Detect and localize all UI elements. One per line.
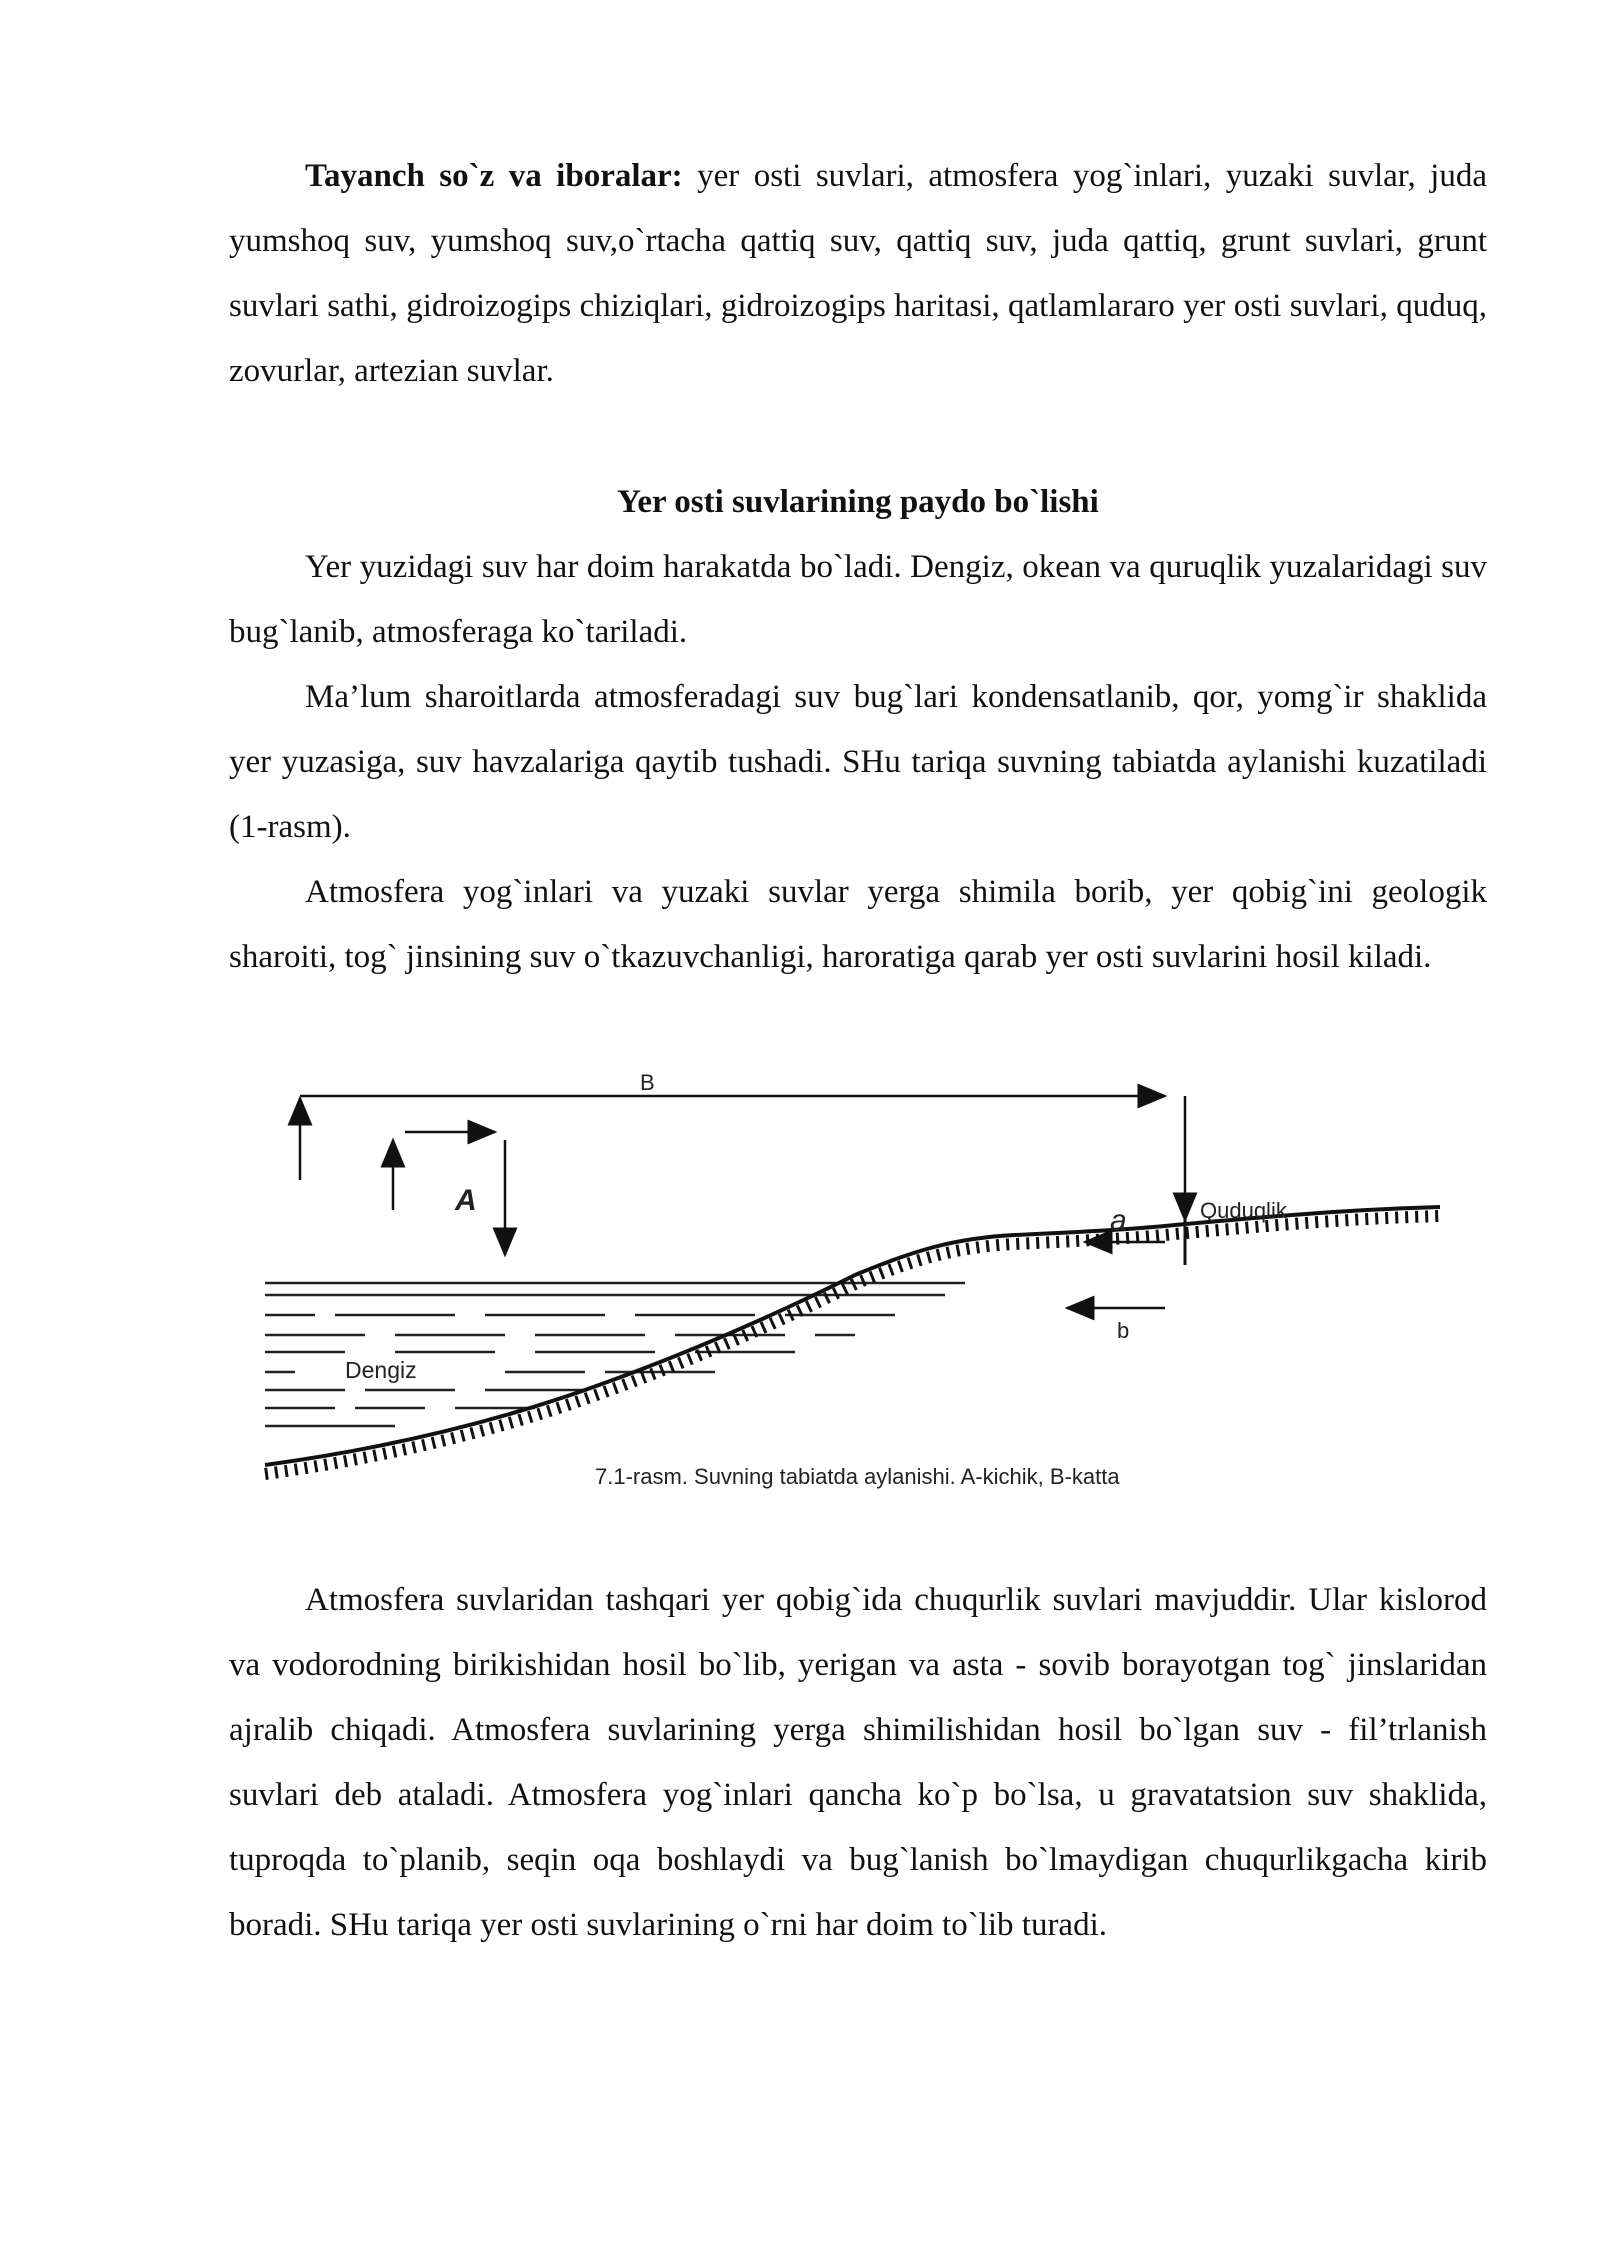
label-A: A — [455, 1184, 477, 1217]
ground-hatching — [265, 1216, 1440, 1474]
figure-caption: 7.1-rasm. Suvning tabiatda aylanishi. A-kichik, B-katta — [595, 1464, 1120, 1489]
label-well: Quduqlik — [1200, 1198, 1287, 1223]
label-b: b — [1117, 1318, 1130, 1343]
label-B: B — [640, 1070, 655, 1095]
water-cycle-figure — [255, 1070, 1465, 1510]
label-sea: Dengiz — [345, 1357, 417, 1383]
sea-water-lines — [265, 1283, 965, 1426]
label-a: a — [1110, 1204, 1127, 1237]
groundwater-arrows — [1067, 1242, 1165, 1308]
keywords-paragraph — [229, 144, 1487, 404]
section-heading: Yer osti suvlarining paydo bo`lishi — [617, 484, 1099, 520]
paragraph-4: Atmosfera suvlaridan tashqari yer qobig`ida chuqurlik suvlari mavjuddir. Ular kislorod va vodorodning birikishidan hosil bo`lib, yerigan va asta - sovib borayotgan tog` jinslaridan ajralib chiqadi. Atmosfera suvlarining yerga shimilishidan hosil bo`lgan suv - fil’trlanish suvlari deb ataladi. Atmosfera yog`inlari qancha ko`p bo`lsa, u gravatatsion suv shaklida, tuproqda to`planib, seqin oqa boshlaydi va bug`lanish bo`lmaydigan chuqurlikgacha kirib boradi. SHu tariqa yer osti suvlarining o`rni har doim to`lib turadi. — [229, 1582, 1487, 1943]
intro-paragraphs — [229, 535, 1487, 990]
water-cycle-diagram — [255, 1070, 1465, 1510]
small-cycle-arrows — [393, 1132, 505, 1255]
keywords-label: Tayanch so`z va iboralar: — [305, 158, 683, 194]
keywords-text: yer osti suvlari, atmosfera yog`inlari, yuzaki suvlar, juda yumshoq suv, yumshoq suv,o`rtacha qattiq suv, qattiq suv, juda qattiq, grunt suvlari, grunt suvlari sathi, gidroizogips chiziqlari, gidroizogips haritasi, qatlamlararo yer osti suvlari, quduq, zovurlar, artezian suvlar. — [229, 158, 1487, 389]
paragraph-2: Ma’lum sharoitlarda atmosferadagi suv bug`lari kondensatlanib, qor, yomg`ir shaklida yer yuzasiga, suv havzalariga qaytib tushadi. SHu tariqa suvning tabiatda aylanishi kuzatiladi (1-rasm). — [229, 679, 1487, 845]
closing-paragraph-block — [229, 1568, 1487, 1958]
paragraph-1: Yer yuzidagi suv har doim harakatda bo`ladi. Dengiz, okean va quruqlik yuzalaridagi suv bug`lanib, atmosferaga ko`tariladi. — [229, 549, 1487, 650]
paragraph-3: Atmosfera yog`inlari va yuzaki suvlar yerga shimila borib, yer qobig`ini geologik sharoiti, tog` jinsining suv o`tkazuvchanligi, haroratiga qarab yer osti suvlarini hosil kiladi. — [229, 874, 1487, 975]
big-cycle-arrows — [300, 1096, 1185, 1220]
